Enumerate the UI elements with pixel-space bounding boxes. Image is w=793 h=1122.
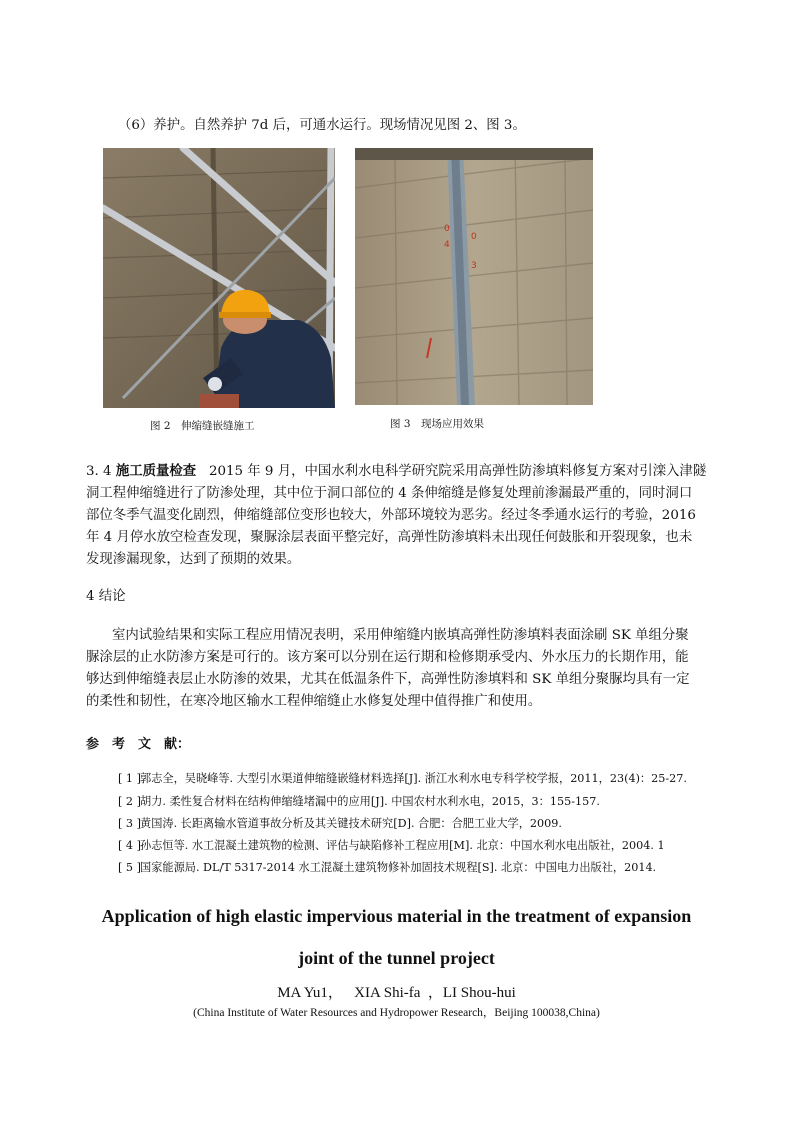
section-3-4-line-4: 年 4 月停水放空检查发现，聚脲涂层表面平整完好，高弹性防渗填料未出现任何鼓胀和开裂现象，也未: [86, 530, 693, 545]
reference-1: [118, 770, 687, 786]
section-4-title: 4 结论: [86, 589, 126, 604]
reference-1-text: 郭志全，吴晓峰等. 大型引水渠道伸缩缝嵌缝材料选择[J]. 浙江水利水电专科学校学报，2011，23(4)：25-27.: [140, 772, 687, 785]
reference-4-text: 孙志恒等. 水工混凝土建筑物的检测、评估与缺陷修补工程应用[M]. 北京：中国水利水电出版社，2004. 1: [140, 839, 665, 852]
figure-2-photo: [103, 148, 335, 408]
fig3-mark-2: 4: [444, 240, 450, 250]
english-affiliation: (China Institute of Water Resources and Hydropower Research，Beijing 100038,China): [193, 1007, 600, 1019]
section-3-4-line-2: 洞工程伸缩缝进行了防渗处理，其中位于洞口部位的 4 条伸缩缝是修复处理前渗漏最严重的，同时洞口: [86, 486, 693, 501]
reference-3: [118, 815, 562, 831]
reference-4-number: [ 4 ]: [118, 839, 141, 852]
reference-2-text: 胡力. 柔性复合材料在结构伸缩缝堵漏中的应用[J]. 中国农村水利水电，2015，3：155-157.: [140, 795, 600, 808]
fig3-mark-4: 3: [471, 261, 477, 271]
english-title-line-2: joint of the tunnel project: [298, 948, 495, 968]
figure-2-caption: 图 2 伸缩缝嵌缝施工: [150, 420, 255, 432]
english-title-line-1: Application of high elastic impervious material in the treatment of expansion: [101, 906, 692, 926]
reference-5: [118, 859, 656, 875]
fig3-mark-3: 0: [471, 232, 477, 242]
reference-5-number: [ 5 ]: [118, 861, 141, 874]
reference-2: [118, 793, 600, 809]
section-4-line-2: 脲涂层的止水防渗方案是可行的。该方案可以分别在运行期和检修期承受内、外水压力的长期作用，能: [86, 650, 689, 665]
reference-4: [118, 837, 665, 853]
section-3-4-text-1: 2015 年 9 月，中国水利水电科学研究院采用高弹性防渗填料修复方案对引滦入津隧: [208, 464, 707, 479]
section-3-4-line-1: [86, 460, 708, 483]
references-title: 参 考 文 献：: [86, 737, 191, 752]
reference-3-text: 黄国涛. 长距离输水管道事故分析及其关键技术研究[D]. 合肥：合肥工业大学，2009.: [140, 817, 562, 830]
section-3-4-number: 3. 4: [86, 464, 112, 479]
figure-3-caption: 图 3 现场应用效果: [390, 418, 485, 430]
section-4-line-4: 的柔性和韧性，在寒冷地区输水工程伸缩缝止水修复处理中值得推广和使用。: [86, 694, 542, 709]
section-4-line-3: 够达到伸缩缝表层止水防渗的效果，尤其在低温条件下，高弹性防渗填料和 SK 单组分聚脲均具有一定: [86, 672, 690, 687]
step6-text: （6）养护。自然养护 7d 后，可通水运行。现场情况见图 2、图 3。: [118, 118, 526, 133]
section-3-4: [86, 460, 708, 571]
figure-3-image: [355, 148, 593, 405]
section-3-4-heading: 施工质量检查: [115, 463, 197, 479]
reference-2-number: [ 2 ]: [118, 795, 141, 808]
reference-1-number: [ 1 ]: [118, 772, 141, 785]
figure-3-photo: [355, 148, 593, 405]
reference-3-number: [ 3 ]: [118, 817, 141, 830]
figure-2-image: [103, 148, 335, 408]
section-4-line-1: 室内试验结果和实际工程应用情况表明，采用伸缩缝内嵌填高弹性防渗填料表面涂刷 SK 单组分聚: [112, 628, 689, 643]
english-authors: MA Yu1， XIA Shi-fa ，LI Shou-hui: [277, 985, 516, 1001]
section-3-4-line-3: 部位冬季气温变化剧烈，伸缩缝部位变形也较大，外部环境较为恶劣。经过冬季通水运行的考验，2016: [86, 508, 696, 523]
fig3-mark-1: 0: [444, 224, 450, 234]
reference-5-text: 国家能源局. DL/T 5317-2014 水工混凝土建筑物修补加固技术规程[S]. 北京：中国电力出版社，2014.: [140, 861, 657, 874]
section-3-4-line-5: 发现渗漏现象，达到了预期的效果。: [86, 552, 301, 567]
section-4-body: [86, 625, 708, 713]
